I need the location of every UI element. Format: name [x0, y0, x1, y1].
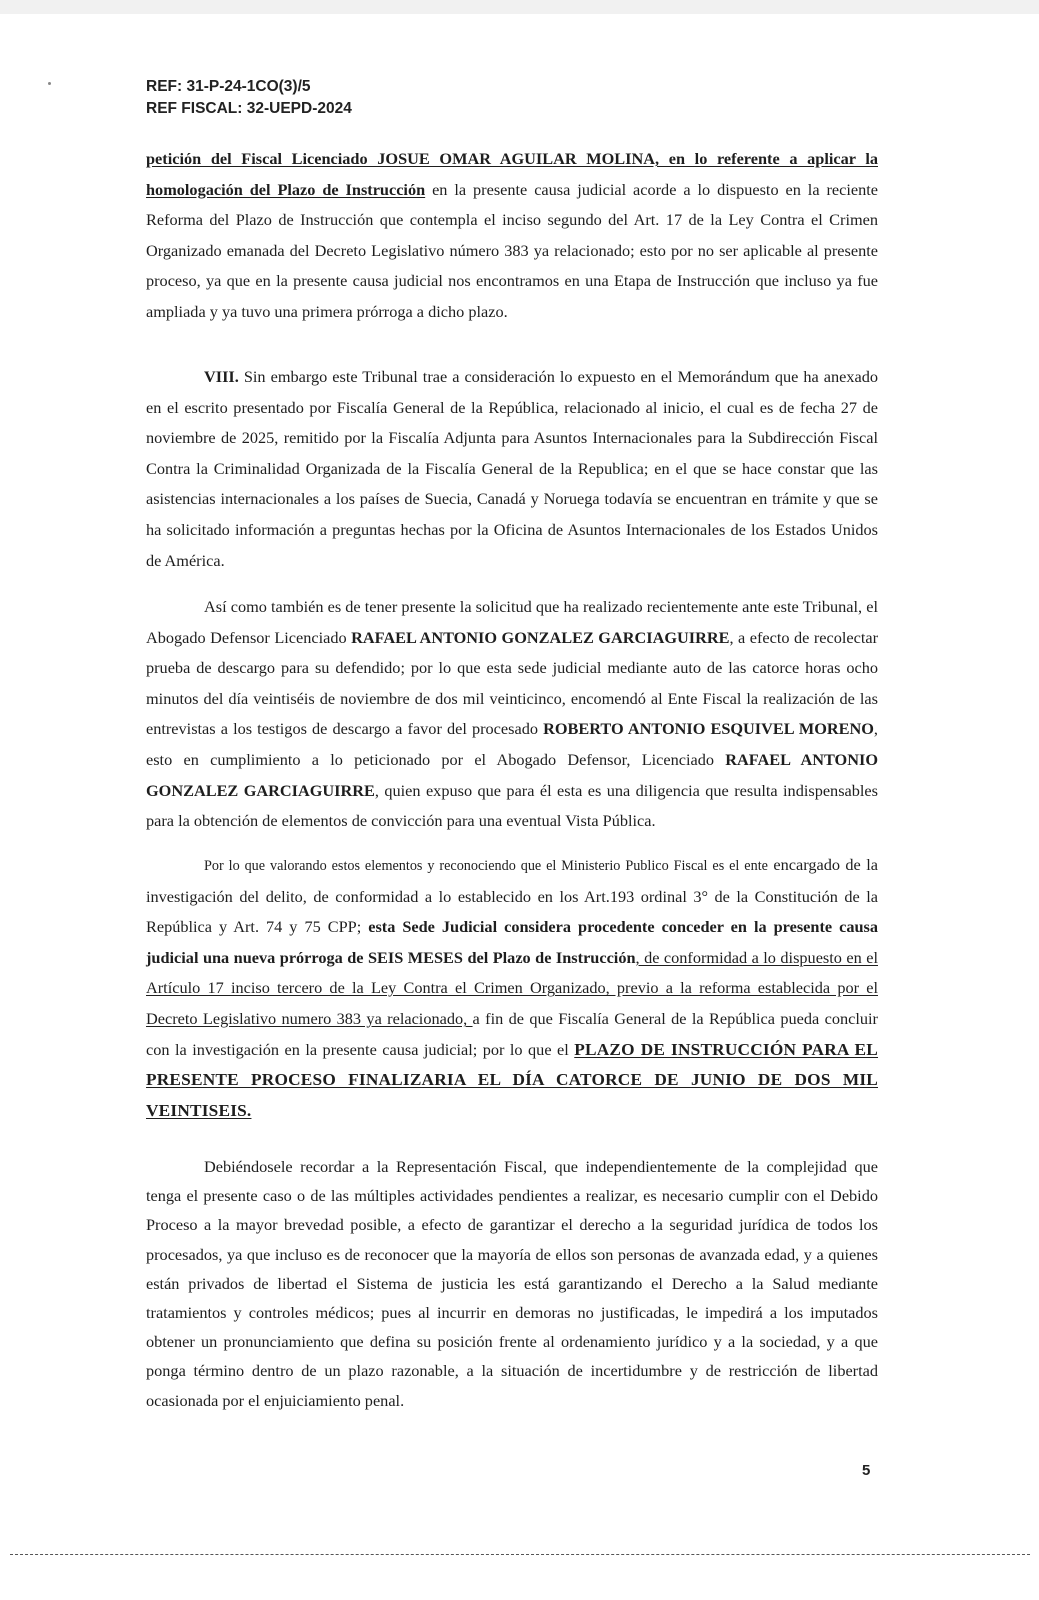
document-page [0, 14, 1039, 1600]
page-number: 5 [862, 1462, 871, 1479]
defense-text-2: , a efecto de recolectar prueba de descargo para su defendido; por lo que esta sede judicial mediante auto de las catorce horas ocho minutos del día veintiséis de noviembre de dos mil veinticinco, encomendó al Ente Fiscal la realización de las entrevistas a los testigos de descargo a favor del procesado [146, 627, 879, 739]
paragraph-fiscal-petition [146, 144, 878, 328]
petition-body-text: en la presente causa judicial acorde a lo dispuesto en la reciente Reforma del Plazo de Instrucción que contempla el inciso segundo del Art. 17 de la Ley Contra el Crimen Organizado emanada del Decreto Legislativo número 383 ya relacionado; esto por no ser aplicable al presente proceso, ya que en la presente causa judicial nos encontramos en una Etapa de Instrucción que incluso ya fue ampliada y ya tuvo una primera prórroga a dicho plazo. [146, 179, 878, 321]
paragraph-resolution [146, 850, 878, 1126]
scan-speck [48, 82, 51, 85]
fiscal-reference: REF FISCAL: 32-UEPD-2024 [146, 100, 352, 117]
defendant-name: ROBERTO ANTONIO ESQUIVEL MORENO [543, 719, 874, 739]
defense-text-1: Así como también es de tener presente la solicitud que ha realizado recientemente ante este Tribunal, el Abogado Defensor Licenciado [146, 597, 878, 647]
page-bottom-edge [10, 1554, 1030, 1555]
resolution-text-2: a fin de que Fiscalía General de la República pueda concluir con la investigación en la presente causa judicial; por lo que el [146, 1008, 878, 1059]
top-scan-band [0, 0, 1039, 14]
resolution-text-1: encargado de la investigación del delito, de conformidad a lo establecido en los Art.193 ordinal 3° de la Constitución de la República y Art. 74 y 75 CPP; [146, 855, 878, 937]
defense-text-4: , quien expuso que para él esta es una diligencia que resulta indispensables para la obtención de elementos de convicción para una eventual Vista Pública. [146, 780, 878, 831]
case-reference: REF: 31-P-24-1CO(3)/5 [146, 78, 311, 95]
paragraph-viii [146, 362, 878, 576]
paragraph-defense-request [146, 592, 878, 837]
resolution-extension-bold: esta Sede Judicial considera procedente conceder en la presente causa judicial una nueva prórroga de SEIS MESES del Plazo de Instrucción [146, 917, 878, 967]
due-process-text: Debiéndosele recordar a la Representación Fiscal, que independientemente de la complejidad que tenga el presente caso o de las múltiples actividades pendientes a realizar, es necesario cumplir con el Debido Proceso a la mayor brevedad posible, a efecto de garantizar el derecho a la seguridad jurídica de todos los procesados, ya que incluso es de reconocer que la mayoría de ellos son personas de avanzada edad, y a quienes están privados de libertad el Sistema de justicia les está garantizando el Derecho a la Salud mediante tratamientos y controles médicos; pues al incurrir en demoras no justificadas, le impedirá a los imputados obtener un pronunciamiento que defina su posición frente al ordenamiento jurídico y a la sociedad, y a que ponga término dentro de un plazo razonable, a la situación de incertidumbre y de restricción de libertad ocasionada por el enjuiciamiento penal. [146, 1157, 878, 1410]
defense-attorney-name: RAFAEL ANTONIO GONZALEZ GARCIAGUIRRE [351, 627, 730, 647]
paragraph-due-process [146, 1152, 878, 1415]
defense-attorney-name-2: RAFAEL ANTONIO GONZALEZ GARCIAGUIRRE [146, 749, 878, 800]
underlined-petition-text: petición del Fiscal Licenciado JOSUE OMAR AGUILAR MOLINA, en lo referente a aplicar la homologación del Plazo de Instrucción [146, 149, 878, 199]
instruction-deadline: PLAZO DE INSTRUCCIÓN PARA EL PRESENTE PROCESO FINALIZARIA EL DÍA CATORCE DE JUNIO DE DOS MIL VEINTISEIS. [146, 1039, 879, 1120]
defense-text-3: , esto en cumplimiento a lo peticionado por el Abogado Defensor, Licenciado [146, 719, 878, 769]
memorandum-text: Sin embargo este Tribunal trae a consideración lo expuesto en el Memorándum que ha anexado en el escrito presentado por Fiscalía General de la República, relacionado al inicio, el cual es de fecha 27 de noviembre de 2025, remitido por la Fiscalía Adjunta para Asuntos Internacionales para la Subdirección Fiscal Contra la Criminalidad Organizada de la Fiscalía General de la Republica; en el que se hace constar que las asistencias internacionales a los países de Suecia, Canadá y Noruega todavía se encuentran en trámite y que se ha solicitado información a preguntas hechas por la Oficina de Asuntos Internacionales de los Estados Unidos de América. [146, 367, 878, 570]
section-number: VIII. [204, 367, 239, 386]
resolution-legal-basis: , de conformidad a lo dispuesto en el Artículo 17 inciso tercero de la Ley Contra el Crimen Organizado, previo a la reforma establecida por el Decreto Legislativo numero 383 ya relacionado, [146, 947, 878, 1028]
resolution-intro: Por lo que valorando estos elementos y reconociendo que el Ministerio Publico Fiscal es el ente [204, 858, 768, 874]
